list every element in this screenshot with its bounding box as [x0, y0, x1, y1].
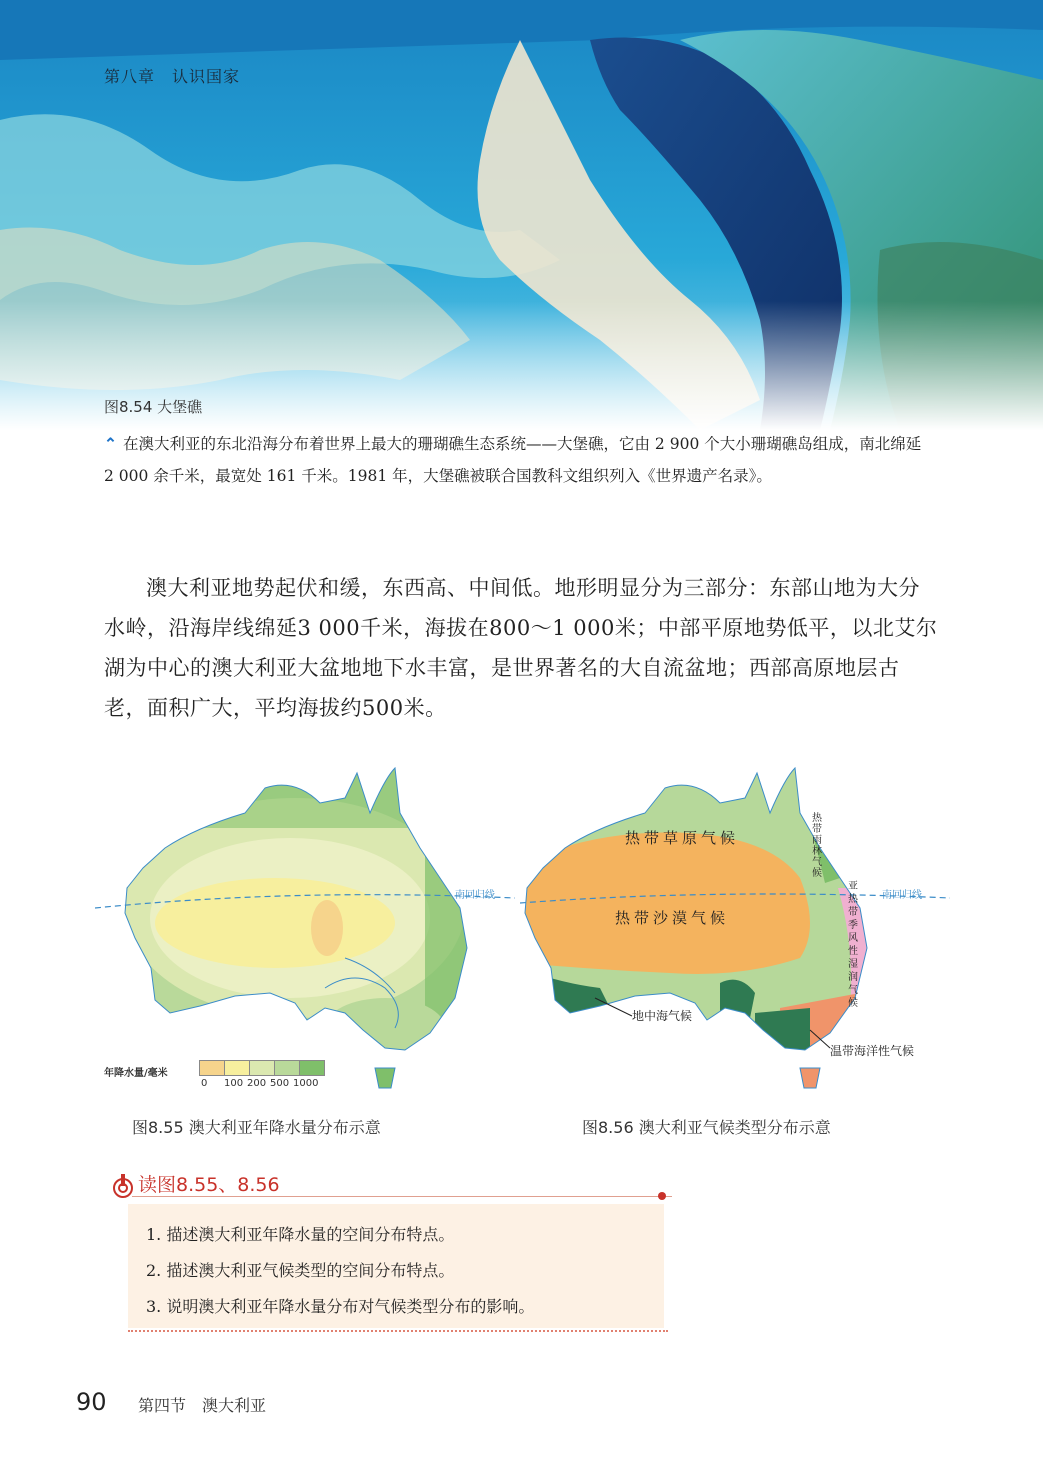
divider-dot	[658, 1192, 666, 1200]
legend-title: 年降水量/毫米	[104, 1068, 168, 1079]
legend-tick: 200	[247, 1078, 267, 1089]
question-item: 3. 说明澳大利亚年降水量分布对气候类型分布的影响。	[146, 1297, 535, 1316]
activity-icon	[112, 1174, 134, 1198]
mediterranean-label: 地中海气候	[632, 1009, 693, 1023]
activity-title: 读图8.55、8.56	[138, 1174, 280, 1196]
legend-swatches	[199, 1060, 324, 1076]
question-item: 1. 描述澳大利亚年降水量的空间分布特点。	[146, 1225, 455, 1244]
subtropical-monsoon-label: 亚热带季风性湿润气候	[848, 881, 858, 1009]
dotted-divider	[128, 1330, 668, 1332]
rainforest-label: 热带雨林气候	[812, 813, 822, 879]
divider	[132, 1196, 672, 1197]
section-title: 第四节 澳大利亚	[138, 1396, 267, 1415]
page-number: 90	[76, 1388, 107, 1416]
chapter-title: 第八章 认识国家	[104, 67, 241, 86]
reading-activity	[112, 1168, 668, 1340]
savanna-label: 热带草原气候	[625, 829, 740, 847]
question-item: 2. 描述澳大利亚气候类型的空间分布特点。	[146, 1261, 455, 1280]
legend-swatch	[299, 1060, 325, 1076]
figure-caption-856: 图8.56 澳大利亚气候类型分布示意	[582, 1118, 831, 1137]
tropic-label: 南回归线	[455, 890, 495, 901]
tropic-label: 南回归线	[882, 890, 922, 901]
desert-label: 热带沙漠气候	[615, 909, 730, 927]
legend-swatch	[249, 1060, 275, 1076]
legend-tick: 100	[224, 1078, 244, 1089]
legend-swatch	[199, 1060, 225, 1076]
figure-label: 图8.54 大堡礁	[104, 398, 203, 416]
body-paragraph: 澳大利亚地势起伏和缓，东西高、中间低。地形明显分为三部分：东部山地为大分水岭，沿海岸线绵延3 000千米，海拔在800～1 000米；中部平原地势低平，以北艾尔湖为中心的澳大利亚大盆地地下水丰富，是世界著名的大自流盆地；西部高原地层古老，面积广大，平均海拔约500米。	[104, 576, 938, 720]
legend-swatch	[224, 1060, 250, 1076]
legend-tick: 0	[201, 1078, 208, 1089]
legend-tick: 1000	[293, 1078, 319, 1089]
figure-caption-855: 图8.55 澳大利亚年降水量分布示意	[132, 1118, 381, 1137]
legend-tick: 500	[270, 1078, 290, 1089]
precipitation-map	[95, 758, 515, 1098]
oceanic-label: 温带海洋性气候	[830, 1044, 915, 1058]
figure-caption	[104, 428, 924, 492]
caption-text: 在澳大利亚的东北沿海分布着世界上最大的珊瑚礁生态系统——大堡礁，它由 2 900 个大小珊瑚礁岛组成，南北绵延 2 000 余千米，最宽处 161 千米。1981 年，大堡礁被联合国教科文组织列入《世界遗产名录》。	[104, 435, 922, 485]
climate-map	[520, 758, 950, 1098]
legend-swatch	[274, 1060, 300, 1076]
activity-questions	[128, 1204, 664, 1328]
chevron-up-icon: ⌃	[104, 434, 117, 453]
